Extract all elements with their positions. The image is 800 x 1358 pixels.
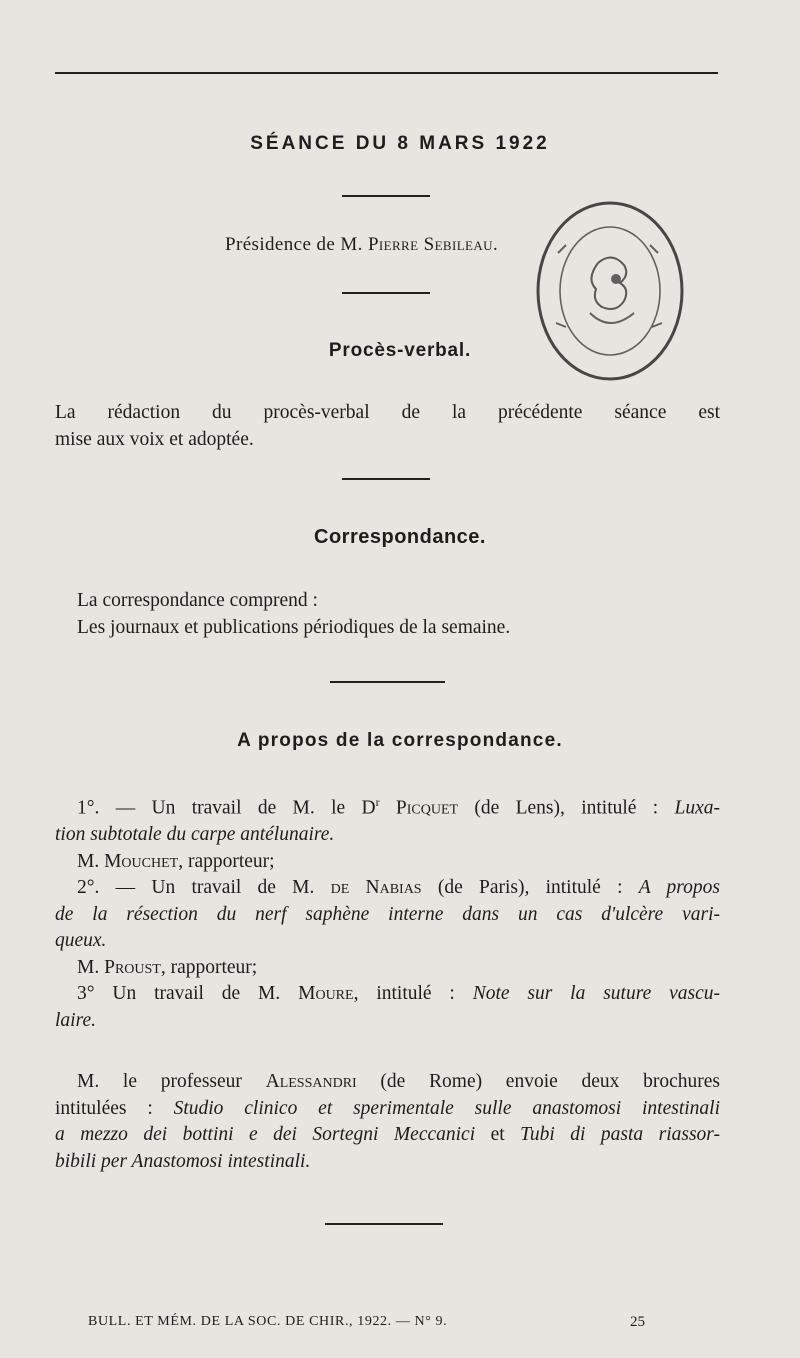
conjunction: et xyxy=(475,1124,521,1145)
presidence-prefix: Présidence de M. xyxy=(225,234,363,255)
item-place: , intitulé : xyxy=(353,983,473,1004)
brochure-title: bibili per Anastomosi intestinali. xyxy=(55,1150,311,1172)
list-item-2-line xyxy=(55,928,720,955)
item-title: tion subtotale du carpe antélunaire. xyxy=(55,824,335,845)
text-middle: (de Rome) envoie deux brochures xyxy=(356,1071,720,1092)
text-line: La correspondance comprend : xyxy=(77,590,318,611)
section-heading-proces-verbal: Procès-verbal. xyxy=(328,340,472,361)
text-line xyxy=(55,1122,720,1149)
correspondance-paragraph xyxy=(77,587,720,641)
separator-rule xyxy=(342,478,430,480)
separator-rule xyxy=(342,292,430,294)
text-line xyxy=(55,1096,720,1123)
rapporteur-suffix: , rapporteur; xyxy=(178,850,275,872)
rapporteur-name: Proust xyxy=(104,956,161,978)
brochure-title: Studio clinico et sperimentale sulle anastomosi intestinali xyxy=(173,1097,721,1119)
section-heading-correspondance: Correspondance. xyxy=(314,526,486,548)
list-item-1-line xyxy=(55,822,720,849)
text-prefix: M. le professeur xyxy=(77,1071,266,1092)
president-name: Pierre Sebileau. xyxy=(367,234,499,255)
footer-citation: BULL. ET MÉM. DE LA SOC. DE CHIR., 1922. — N° 9. xyxy=(88,1314,448,1329)
list-item-3-line xyxy=(55,981,720,1008)
text-prefix: intitulées : xyxy=(55,1097,174,1119)
list-item-3-line xyxy=(55,1008,720,1035)
item-title: laire. xyxy=(55,1009,96,1031)
item-title: queux. xyxy=(55,930,107,951)
author-name: de Nabias xyxy=(330,877,422,898)
separator-rule xyxy=(330,681,445,683)
list-item-1-line xyxy=(55,789,720,822)
apropos-list xyxy=(55,789,720,1034)
item-title: A propos xyxy=(638,877,720,898)
item-title: Luxa- xyxy=(674,797,721,819)
proces-verbal-paragraph xyxy=(55,399,720,453)
author-name: Alessandri xyxy=(265,1071,357,1092)
text-line: mise aux voix et adoptée. xyxy=(55,429,254,450)
text-line xyxy=(55,1069,720,1096)
rapporteur-suffix: , rapporteur; xyxy=(160,956,258,978)
rapporteur-prefix: M. xyxy=(77,850,105,872)
list-item-2-line xyxy=(55,902,720,929)
item-title: Note sur la suture vascu- xyxy=(472,983,720,1004)
text-line: Les journaux et publications périodiques de la semaine. xyxy=(77,617,511,638)
top-rule xyxy=(55,72,718,74)
page-number: 25 xyxy=(630,1314,645,1330)
rapporteur-prefix: M. xyxy=(77,956,105,978)
text-line: La rédaction du procès-verbal de la précédente séance est xyxy=(55,402,720,423)
section-heading-apropos: A propos de la correspondance. xyxy=(237,730,563,751)
author-name: Moure xyxy=(298,983,354,1004)
session-title: SÉANCE DU 8 MARS 1922 xyxy=(250,133,550,154)
item-number: 1°. — Un travail de M. le D xyxy=(77,797,376,819)
brochure-title: a mezzo dei bottini e dei Sortegni Meccanici xyxy=(55,1124,476,1145)
presidence-line xyxy=(225,234,498,256)
separator-rule xyxy=(325,1223,443,1225)
superscript: r xyxy=(375,795,380,809)
alessandri-paragraph xyxy=(55,1069,720,1175)
item-title: de la résection du nerf saphène interne dans un cas d'ulcère vari- xyxy=(55,903,720,925)
item-number: 2°. — Un travail de M. xyxy=(77,877,331,898)
item-place: (de Paris), intitulé : xyxy=(421,877,639,898)
brochure-title: Tubi di pasta riassor- xyxy=(520,1124,720,1145)
rapporteur-name: Mouchet xyxy=(104,850,179,872)
rapporteur-line xyxy=(55,849,720,876)
separator-rule xyxy=(342,195,430,197)
rapporteur-line xyxy=(55,955,720,982)
list-item-2-line xyxy=(55,875,720,902)
library-stamp-icon xyxy=(528,193,698,393)
text-line xyxy=(55,1149,720,1176)
item-number: 3° Un travail de M. xyxy=(77,983,299,1004)
author-name: Picquet xyxy=(395,797,459,819)
item-place: (de Lens), intitulé : xyxy=(458,797,675,819)
